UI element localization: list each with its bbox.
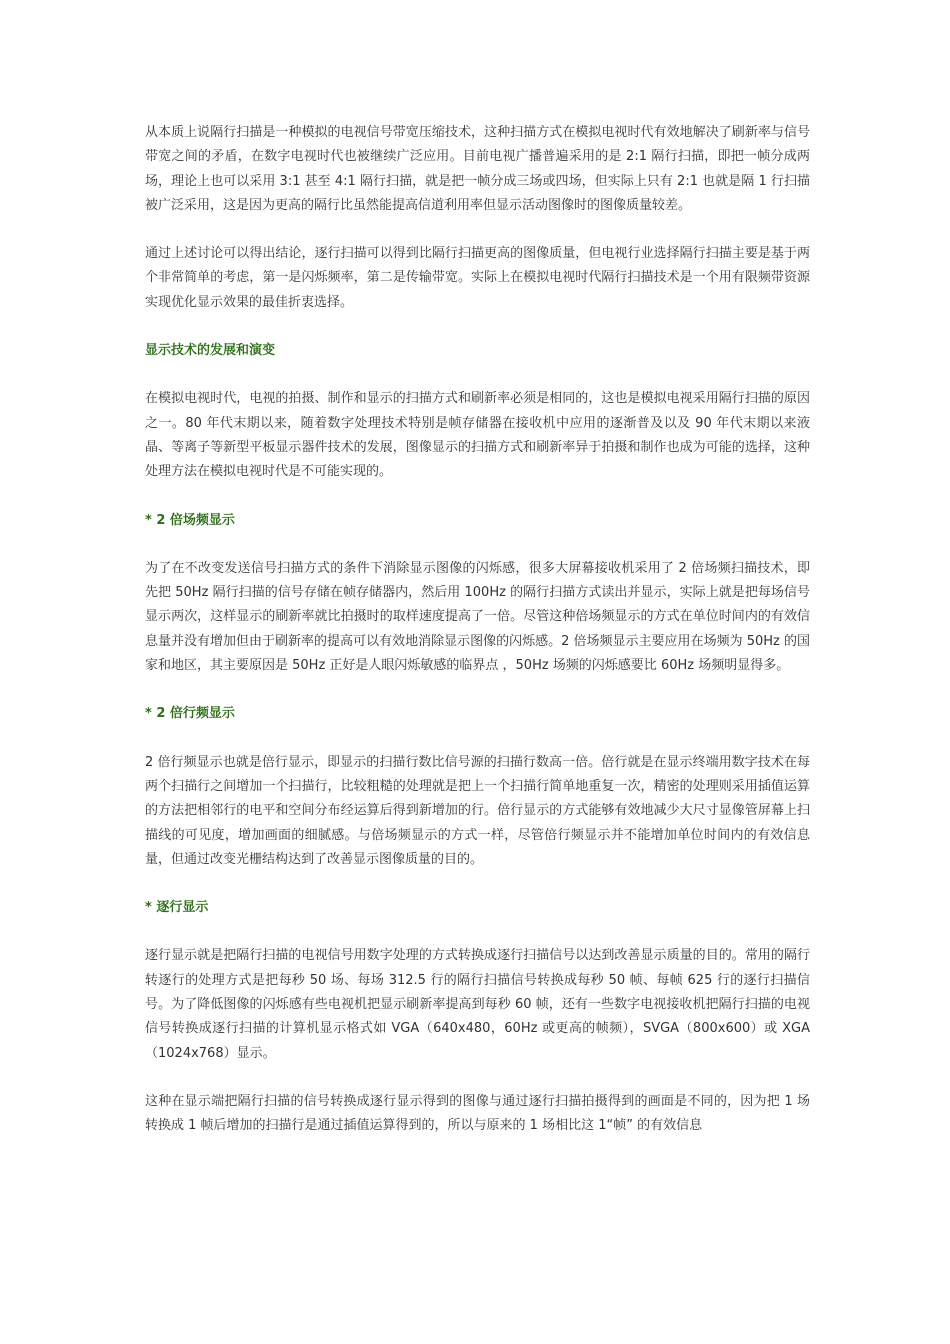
paragraph-double-field: 为了在不改变发送信号扫描方式的条件下消除显示图像的闪烁感，很多大屏幕接收机采用了 2 倍场频扫描技术，即先把 50Hz 隔行扫描的信号存储在帧存储器内，然后用 100Hz 的隔行扫描方式读出并显示，实际上就是把每场信号显示两次，这样显示的刷新率就比拍摄时的取样速度提高了一倍。尽管这种倍场频显示的方式在单位时间内的有效信息量并没有增加但由于刷新率的提高可以有效地消除显示图像的闪烁感。2 倍场频显示主要应用在场频为 50Hz 的国家和地区，其主要原因是 50Hz 正好是人眼闪烁敏感的临界点 ，50Hz 场频的闪烁感要比 60Hz 场频明显得多。 [145, 560, 810, 674]
paragraph-interlace-intro: 从本质上说隔行扫描是一种模拟的电视信号带宽压缩技术，这种扫描方式在模拟电视时代有效地解决了刷新率与信号带宽之间的矛盾，在数字电视时代也被继续广泛应用。目前电视广播普遍采用的是 2:1 隔行扫描，即把一帧分成两场，理论上也可以采用 3:1 甚至 4:1 隔行扫描，就是把一帧分成三场或四场，但实际上只有 2:1 也就是隔 1 行扫描被广泛采用，这是因为更高的隔行比虽然能提高信道利用率但显示活动图像时的图像质量较差。 [145, 125, 810, 213]
paragraph-interlace-conclusion: 通过上述讨论可以得出结论，逐行扫描可以得到比隔行扫描更高的图像质量，但电视行业选择隔行扫描主要是基于两个非常简单的考虑，第一是闪烁频率，第二是传输带宽。实际上在模拟电视时代隔行扫描技术是一个用有限频带资源实现优化显示效果的最佳折衷选择。 [145, 246, 810, 310]
paragraph-double-line: 2 倍行频显示也就是倍行显示，即显示的扫描行数比信号源的扫描行数高一倍。倍行就是在显示终端用数字技术在每两个扫描行之间增加一个扫描行，比较粗糙的处理就是把上一个扫描行简单地重复一次，精密的处理则采用插值运算的方法把相邻行的电平和空间分布经运算后得到新增加的行。倍行显示的方式能够有效地减少大尺寸显像管屏幕上扫描线的可见度，增加画面的细腻感。与倍场频显示的方式一样，尽管倍行频显示并不能增加单位时间内的有效信息量，但通过改变光栅结构达到了改善显示图像质量的目的。 [145, 754, 810, 867]
paragraph-display-evolution: 在模拟电视时代，电视的拍摄、制作和显示的扫描方式和刷新率必须是相同的，这也是模拟电视采用隔行扫描的原因之一。80 年代末期以来，随着数字处理技术特别是帧存储器在接收机中应用的逐渐普及以及 90 年代末期以来液晶、等离子等新型平板显示器件技术的发展，图像显示的扫描方式和刷新率异于拍摄和制作也成为可能的选择，这种处理方法在模拟电视时代是不可能实现的。 [145, 391, 810, 480]
section-heading-display-evolution: 显示技术的发展和演变 [145, 343, 276, 359]
paragraph-progressive: 逐行显示就是把隔行扫描的电视信号用数字处理的方式转换成逐行扫描信号以达到改善显示质量的目的。常用的隔行转逐行的处理方式是把每秒 50 场、每场 312.5 行的隔行扫描信号转换成每秒 50 帧、每帧 625 行的逐行扫描信号。为了降低图像的闪烁感有些电视机把显示刷新率提高到每秒 60 帧，还有一些数字电视接收机把隔行扫描的电视信号转换成逐行扫描的计算机显示格式如 VGA（640x480，60Hz 或更高的帧频），SVGA（800x600）或 XGA（1024x768）显示。 [145, 948, 810, 1061]
section-heading-double-line: * 2 倍行频显示 [145, 706, 235, 722]
paragraph-progressive-conversion: 这种在显示端把隔行扫描的信号转换成逐行显示得到的图像与通过逐行扫描拍摄得到的画面是不同的，因为把 1 场转换成 1 帧后增加的扫描行是通过插值运算得到的，所以与原来的 1 场相比这 1“帧” 的有效信息 [145, 1093, 810, 1134]
document-page [145, 121, 810, 1163]
section-heading-progressive: * 逐行显示 [145, 900, 209, 916]
section-heading-double-field: * 2 倍场频显示 [145, 512, 235, 528]
